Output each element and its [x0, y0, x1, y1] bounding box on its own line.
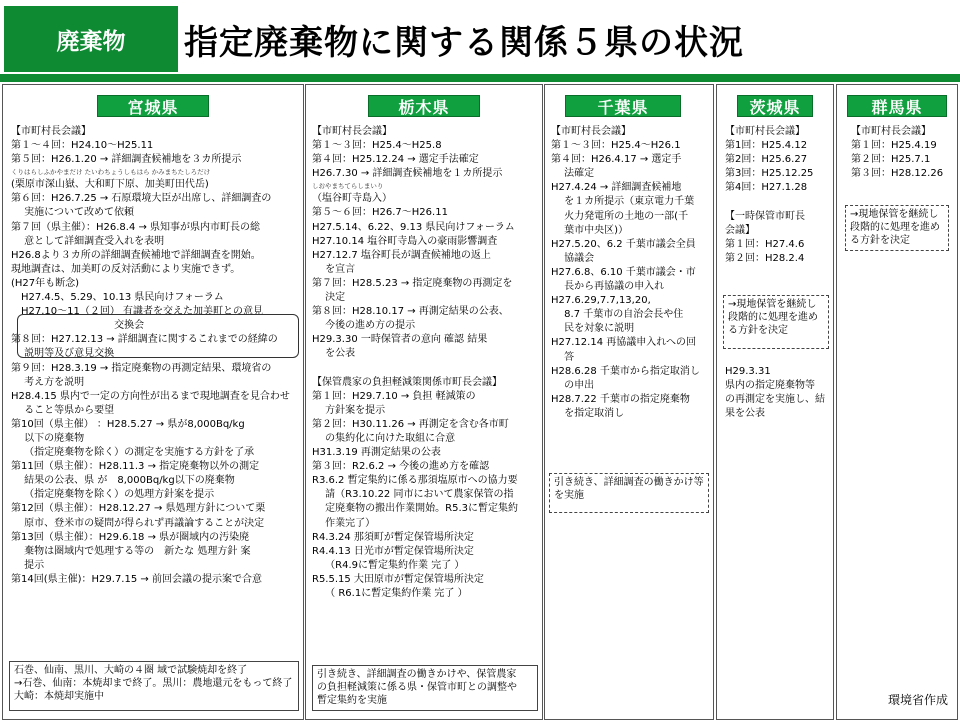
column-title-gunma: 群馬県: [847, 95, 947, 117]
text-line: 第１～３回：H25.4～H26.1: [551, 140, 681, 152]
text-line: (H27年も断念): [11, 277, 80, 289]
text-line: （ R6.1に暫定集約作業 完了 ）: [312, 588, 468, 599]
text-line: H26.8より３カ所の詳細調査候補地で詳細調査を開始。: [11, 249, 261, 261]
text-line: 実施について改めて依頼: [11, 207, 134, 219]
text-line: 第２回：H30.11.26 → 再測定を含む各市町: [312, 418, 509, 430]
text-line: H27.4.5、5.29、10.13 県民向けフォーラム: [11, 292, 224, 304]
column-ibaraki: [716, 84, 834, 720]
text-line: 第12回（県主催）：H28.12.27 → 県処理方針について栗: [11, 503, 266, 515]
page-title: 指定廃棄物に関する関係５県の状況: [184, 22, 744, 63]
text-line: 第１～４回：H24.10～H25.11: [11, 140, 154, 152]
text-line: 第１～３回：H25.4～H25.8: [312, 140, 442, 152]
text-line: 棄物は圏域内で処理する等の 新たな 処理方針 案: [11, 545, 251, 557]
text-line: H27.4.24 → 詳細調査候補地: [551, 182, 682, 194]
text-line: 8.7 千葉市の自治会長や住: [551, 309, 684, 321]
text-line: H27.5.14、6.22、9.13 県民向けフォーラム: [312, 221, 515, 233]
text-line: 第５～６回：H26.7～H26.11: [312, 207, 448, 219]
text-line: 提示: [11, 559, 45, 571]
text-line: 第２回：H28.2.4: [725, 252, 805, 264]
note-box-tochigi: 引き続き、詳細調査の働きかけや、保管農家 の負担軽減策に係る県・保管市町との調整や 暫定集約を実施: [312, 665, 538, 711]
text-line: R3.6.2 暫定集約に係る那須塩原市への協力要: [312, 475, 518, 487]
column-body-tochigi: [312, 125, 518, 601]
category-tag: 廃棄物: [4, 6, 178, 72]
text-line: 第２回：H25.7.1: [851, 154, 931, 166]
text-line: 第１回：H29.7.10 → 負担 軽減策の: [312, 390, 476, 402]
text-line: R5.5.15 大田原市が暫定保管場所決定: [312, 573, 484, 585]
column-body-ibaraki: [725, 125, 813, 266]
text-line: H27.10.14 塩谷町寺島入の豪雨影響調査: [312, 235, 498, 247]
text-line: （指定廃棄物を除く）の処理方針案を提示: [11, 489, 215, 501]
text-line: 第1回：H25.4.12: [725, 140, 808, 152]
text-line: を公表: [312, 348, 356, 360]
text-line: 第４回：H25.12.24 → 選定手法確定: [312, 154, 479, 166]
text-line: H27.10～11（２回） 有識者を交えた加美町との意見: [11, 306, 264, 318]
text-line: 決定: [312, 292, 346, 304]
text-line: 県内の指定廃棄物等: [725, 380, 815, 392]
text-line: を宣言: [312, 263, 356, 275]
text-line: 第3回：H25.12.25: [725, 168, 814, 180]
column-body-gunma: [851, 125, 943, 181]
text-line: 説明等及び意見交換: [11, 348, 115, 360]
text-line: 第９回：H28.3.19 → 指定廃棄物の再測定結果、環境省の: [11, 362, 272, 374]
text-line: [312, 362, 518, 376]
text-line: 原市、登米市の疑問が得られず再議論することが決定: [11, 517, 265, 529]
column-body-chiba: [551, 125, 700, 421]
text-line: 交換会: [11, 320, 145, 332]
text-line: 【市町村長会議】: [551, 126, 631, 137]
text-line: 果を公表: [725, 408, 765, 420]
text-line: の再測定を実施し、結: [725, 394, 825, 406]
text-line: H26.7.30 → 詳細調査候補地を１カ所提示: [312, 168, 503, 180]
text-line: 第５回：H26.1.20 → 詳細調査候補地を３カ所提示: [11, 154, 242, 166]
text-line: (栗原市深山嶽、大和町下原、加美町田代岳): [11, 179, 209, 191]
text-line: 【一時保管市町長: [725, 210, 805, 222]
text-line: 第１回：H25.4.19: [851, 140, 937, 152]
ruby-reading: しおやまちてらしまいり: [312, 182, 384, 191]
text-line: 方針案を提示: [312, 404, 386, 416]
column-title-ibaraki: 茨城県: [737, 95, 813, 117]
text-line: H27.12.14 再協議申入れへの回: [551, 337, 697, 349]
text-line: 答: [551, 351, 575, 363]
text-line: 第4回：H27.1.28: [725, 182, 808, 194]
column-chiba: [544, 84, 714, 720]
header-rule: [0, 74, 960, 82]
forum-bracket: [17, 314, 299, 358]
note-box-ibaraki: →現地保管を継続し 段階的に処理を進め る方針を決定: [723, 295, 829, 349]
text-line: 会議】: [725, 224, 755, 236]
column-tochigi: [305, 84, 543, 720]
text-line: 【市町村長会議】: [312, 126, 392, 137]
text-line: 結果の公表、県 が 8,000Bq/kg以下の廃棄物: [11, 475, 235, 487]
text-line: （R4.9に暫定集約作業 完了 ）: [312, 559, 465, 571]
header: [0, 0, 960, 76]
text-line: H28.6.28 千葉市から指定取消し: [551, 365, 700, 377]
text-line: の申出: [551, 379, 595, 391]
text-line: を１カ所提示（東京電力千葉: [551, 196, 695, 208]
text-line: 第８回：H27.12.13 → 詳細調査に関するこれまでの経緯の: [11, 334, 278, 346]
text-line: 第３回：H28.12.26: [851, 168, 944, 180]
text-line: 協議会: [551, 252, 595, 264]
column-miyagi: [2, 84, 304, 720]
ruby-reading: くりはらしふかやまだけ たいわちょうしもはら かみまちたしろだけ: [11, 168, 211, 177]
text-line: 第2回：H25.6.27: [725, 154, 808, 166]
text-line: H27.5.20、6.2 千葉市議会全員: [551, 238, 696, 250]
note-box-gunma: →現地保管を継続し 段階的に処理を進め る方針を決定: [845, 205, 949, 251]
text-line: 民を対象に説明: [551, 323, 635, 335]
text-line: H27.6.29,7.7,13,20,: [551, 295, 651, 307]
text-line: 【市町村長会議】: [11, 126, 91, 137]
text-line: 葉市中央区)）: [551, 224, 629, 236]
text-line: （塩谷町寺島入）: [312, 193, 392, 205]
text-line: ること等県から要望: [11, 404, 115, 416]
text-line: 以下の廃棄物: [11, 432, 85, 444]
text-line: 【保管農家の負担軽減策関係市町長会議】: [312, 376, 502, 388]
text-line: 意として詳細調査受入れを表明: [11, 235, 165, 247]
text-line: 作業完了）: [312, 517, 376, 529]
text-line: 第11回（県主催）：H28.11.3 → 指定廃棄物以外の測定: [11, 461, 260, 473]
text-line: 現地調査は、加美町の反対活動により実施できず。: [11, 263, 241, 275]
text-line: 第７回（県主催）：H26.8.4 → 県知事が県内市町長の総: [11, 221, 261, 233]
text-line: 今後の進め方の提示: [312, 320, 416, 332]
text-line: H29.3.30 一時保管者の意向 確認 結果: [312, 334, 488, 346]
text-line: R4.3.24 那須町が暫定保管場所決定: [312, 531, 474, 543]
text-line: 第３回：R2.6.2 → 今後の進め方を確認: [312, 461, 490, 473]
text-line: の集約化に向けた取組に合意: [312, 432, 456, 444]
column-body-ibaraki-after: [725, 365, 825, 421]
text-line: 第４回：H26.4.17 → 選定手: [551, 154, 682, 166]
text-line: 請（R3.10.22 同市において農家保管の指: [312, 489, 514, 501]
text-line: 第７回：H28.5.23 → 指定廃棄物の再測定を: [312, 277, 513, 289]
column-title-miyagi: 宮城県: [97, 95, 209, 117]
note-box-chiba: 引き続き、詳細調査の働きかけ等 を実施: [549, 473, 709, 513]
text-line: H28.7.22 千葉市の指定廃棄物: [551, 393, 690, 405]
column-title-tochigi: 栃木県: [368, 95, 480, 117]
text-line: 第８回：H28.10.17 → 再測定結果の公表、: [312, 306, 509, 318]
text-line: 法確定: [551, 168, 595, 180]
text-line: 火力発電所の土地の一部(千: [551, 210, 689, 222]
text-line: R4.4.13 日光市が暫定保管場所決定: [312, 545, 474, 557]
text-line: 【市町村長会議】: [725, 126, 805, 137]
text-line: 第13回（県主催）：H29.6.18 → 県が圏域内の汚染廃: [11, 531, 250, 543]
column-title-chiba: 千葉県: [565, 95, 681, 117]
text-line: [725, 195, 813, 209]
text-line: 第14回(県主催)：H29.7.15 → 前回会議の提示案で合意: [11, 573, 262, 585]
text-line: 【市町村長会議】: [851, 126, 931, 137]
text-line: 長から再協議の申入れ: [551, 281, 665, 293]
column-gunma: [836, 84, 958, 720]
text-line: 第10回（県主催） ：H28.5.27 → 県が8,000Bq/kg: [11, 418, 245, 430]
text-line: 第６回：H26.7.25 → 石原環境大臣が出席し、詳細調査の: [11, 193, 272, 205]
source-credit: 環境省作成: [887, 693, 948, 707]
text-line: 考え方を説明: [11, 376, 85, 388]
text-line: 定廃棄物の搬出作業開始。R5.3に暫定集約: [312, 503, 519, 515]
text-line: H27.12.7 塩谷町長が調査候補地の返上: [312, 249, 491, 261]
text-line: （指定廃棄物を除く）の測定を実施する方針を了承: [11, 447, 255, 459]
note-box-miyagi: 石巻、仙南、黒川、大崎の４圏 域で試験焼却を終了 →石巻、仙南：本焼却まで終了。黒川：農地還元をもって終了 大崎：本焼却実施中: [9, 661, 299, 711]
text-line: 第１回：H27.4.6: [725, 238, 805, 250]
text-line: H28.4.15 県内で一定の方向性が出るまで現地調査を見合わせ: [11, 390, 290, 402]
text-line: H31.3.19 再測定結果の公表: [312, 447, 441, 459]
text-line: H27.6.8、6.10 千葉市議会・市: [551, 266, 696, 278]
text-line: を指定取消し: [551, 407, 625, 419]
text-line: H29.3.31: [725, 366, 771, 377]
